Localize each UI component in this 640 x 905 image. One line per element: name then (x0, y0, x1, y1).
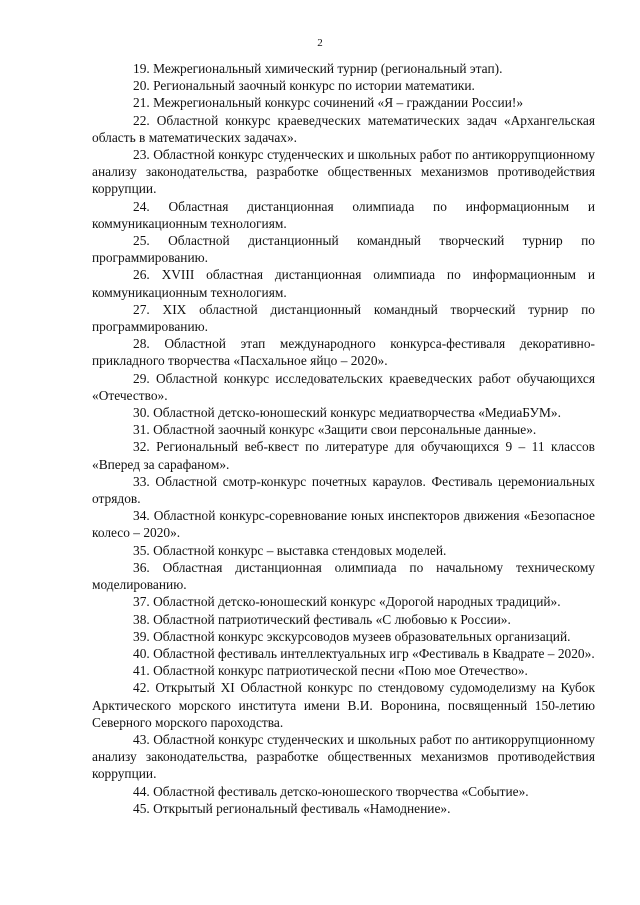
list-item: 42. Открытый XI Областной конкурс по стендовому судомоделизму на Кубок Арктического морского института имени В.И. Воронина, посвященный 150-летию Северного морского пароходства. (92, 680, 595, 730)
list-item: 20. Региональный заочный конкурс по истории математики. (133, 78, 475, 94)
list-item: 21. Межрегиональный конкурс сочинений «Я – граждании России!» (133, 95, 524, 111)
list-item: 28. Областной этап международного конкурса-фестиваля декоративно-прикладного творчества «Пасхальное яйцо – 2020». (92, 336, 595, 369)
list-item: 30. Областной детско-юношеский конкурс медиатворчества «МедиаБУМ». (133, 405, 561, 421)
list-item: 35. Областной конкурс – выставка стендовых моделей. (133, 542, 447, 558)
list-item: 34. Областной конкурс-соревнование юных инспекторов движения «Безопасное колесо – 2020». (92, 508, 595, 541)
list-item: 32. Региональный веб-квест по литературе для обучающихся 9 – 11 классов «Вперед за сарафаном». (92, 439, 595, 472)
list-item: 29. Областной конкурс исследовательских краеведческих работ обучающихся «Отечество». (92, 370, 595, 403)
page-number: 2 (317, 37, 323, 49)
list-item: 37. Областной детско-юношеский конкурс «Дорогой народных традиций». (133, 594, 561, 610)
list-item: 40. Областной фестиваль интеллектуальных игр «Фестиваль в Квадрате – 2020». (133, 645, 595, 661)
list-item: 19. Межрегиональный химический турнир (региональный этап). (133, 61, 503, 76)
list-item: 23. Областной конкурс студенческих и школьных работ по антикоррупционному анализу законодательства, разработке общественных механизмов противодействия коррупции. (92, 147, 595, 197)
list-item: 25. Областной дистанционный командный творческий турнир по программированию. (92, 233, 595, 266)
list-item: 24. Областная дистанционная олимпиада по информационным и коммуникационным технологиям. (92, 198, 595, 231)
list-item: 22. Областной конкурс краеведческих математических задач «Архангельская область в математических задачах». (92, 112, 595, 145)
competition-list (92, 60, 595, 817)
list-item: 39. Областной конкурс экскурсоводов музеев образовательных организаций. (133, 628, 571, 644)
list-item: 45. Открытый региональный фестиваль «Намоднение». (133, 800, 451, 816)
list-item: 41. Областной конкурс патриотической песни «Пою мое Отечество». (133, 663, 528, 679)
list-item: 43. Областной конкурс студенческих и школьных работ по антикоррупционному анализу законодательства, разработке общественных механизмов противодействия коррупции. (92, 731, 595, 782)
list-item: 26. XVIII областная дистанционная олимпиада по информационным и коммуникационным технологиям. (92, 267, 595, 300)
list-item: 31. Областной заочный конкурс «Защити свои персональные данные». (133, 422, 537, 438)
list-item: 27. XIX областной дистанционный командный творческий турнир по программированию. (92, 301, 595, 335)
list-item: 33. Областной смотр-конкурс почетных караулов. Фестиваль церемониальных отрядов. (92, 473, 595, 507)
list-item: 38. Областной патриотический фестиваль «С любовью к России». (133, 611, 511, 627)
list-item: 36. Областная дистанционная олимпиада по начальному техническому моделированию. (92, 559, 595, 593)
list-item: 44. Областной фестиваль детско-юношеского творчества «Событие». (133, 783, 529, 799)
